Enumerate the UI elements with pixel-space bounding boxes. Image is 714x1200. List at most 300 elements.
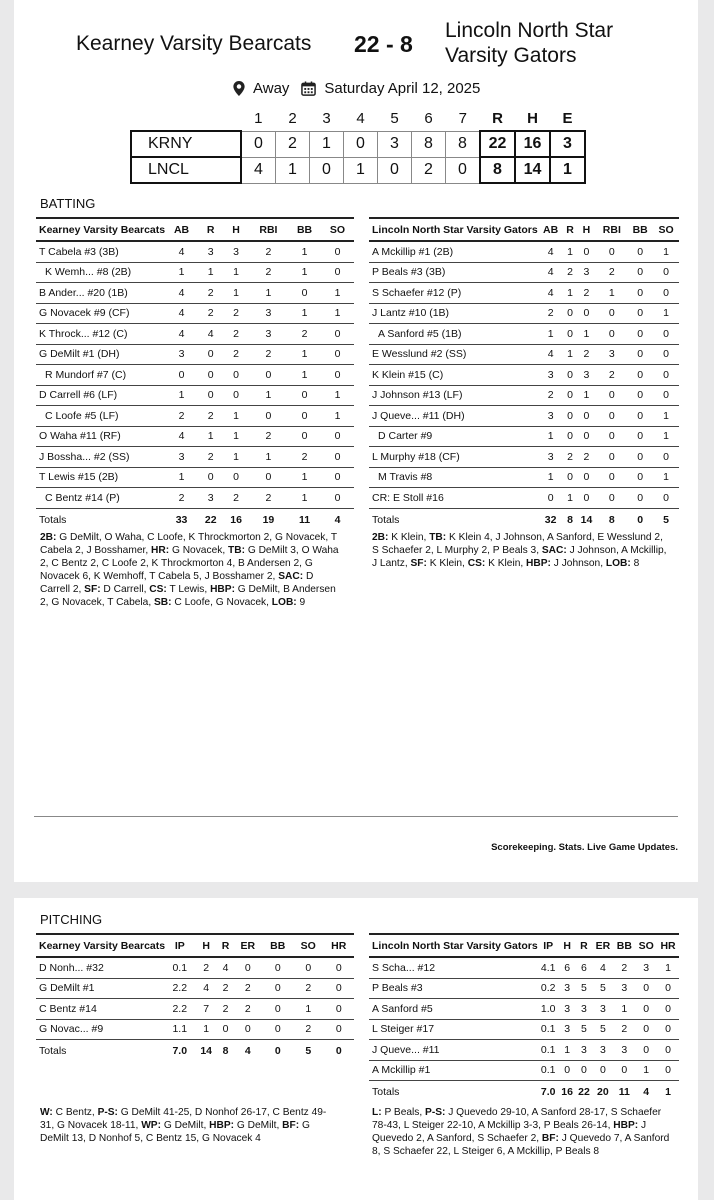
- stat-cell: 0: [198, 344, 223, 365]
- stat-cell: 1: [249, 447, 288, 468]
- stat-column-header: H: [223, 218, 248, 241]
- total-cell: 0: [335, 1045, 342, 1057]
- stat-cell: 0: [263, 957, 293, 978]
- player-row: [36, 344, 354, 365]
- player-row: [369, 957, 679, 978]
- linescore-e: 1: [550, 157, 585, 183]
- total-cell: 7.0: [172, 1045, 188, 1057]
- stat-column-header: IP: [538, 934, 559, 957]
- stat-cell: 1: [564, 344, 577, 365]
- stat-cell: 0: [249, 406, 288, 427]
- player-name: B Ander... #20 (1B): [36, 283, 165, 304]
- stat-column-header: RBI: [249, 218, 288, 241]
- stat-cell: 0: [165, 365, 198, 386]
- player-row: [36, 447, 354, 468]
- note-key: SF:: [410, 558, 427, 569]
- total-cell: 0: [274, 1045, 281, 1057]
- player-name: G Novacek #9 (CF): [36, 303, 165, 324]
- game-header: [14, 20, 698, 70]
- stat-cell: 0: [233, 957, 262, 978]
- stat-cell: 0: [564, 385, 577, 406]
- stat-cell: 0: [323, 978, 354, 999]
- stat-cell: 0: [657, 1019, 679, 1040]
- stat-cell: 4: [538, 344, 564, 365]
- totals-row: [369, 508, 679, 531]
- note-key: HBP:: [209, 1120, 235, 1131]
- total-cell: 5: [663, 513, 669, 526]
- stat-cell: 1: [653, 426, 679, 447]
- stat-cell: 0: [249, 365, 288, 386]
- stat-cell: 1: [538, 324, 564, 345]
- stat-cell: 0: [577, 467, 597, 488]
- player-name: J Johnson #13 (LF): [369, 385, 538, 406]
- linescore-col-header: 1: [254, 109, 263, 127]
- stat-cell: 0: [564, 365, 577, 386]
- stat-cell: 2.2: [165, 978, 194, 999]
- stat-cell: 2: [249, 262, 288, 283]
- player-name: M Travis #8: [369, 467, 538, 488]
- player-row: [369, 262, 679, 283]
- note-key: L:: [372, 1107, 382, 1118]
- stat-cell: 3: [165, 447, 198, 468]
- total-cell: 4: [244, 1045, 251, 1057]
- linescore-col-header: 5: [390, 109, 399, 127]
- totals-label: Totals: [39, 513, 67, 526]
- note-value: P Beals,: [381, 1107, 426, 1118]
- stat-cell: 1: [635, 1060, 657, 1081]
- stat-cell: 0: [627, 324, 653, 345]
- player-row: [369, 365, 679, 386]
- stat-cell: 2: [223, 303, 248, 324]
- location-label: Away: [253, 80, 290, 97]
- away-pitching-notes: [372, 1106, 672, 1158]
- calendar-icon: [301, 81, 316, 96]
- stat-cell: 0: [627, 262, 653, 283]
- stat-cell: 2: [249, 488, 288, 509]
- stat-cell: 0: [223, 365, 248, 386]
- stat-cell: 3: [198, 241, 223, 262]
- note-key: WP:: [141, 1120, 161, 1131]
- pitching-page: [14, 898, 698, 1200]
- inning-runs: 0: [241, 131, 276, 157]
- stat-cell: 1: [288, 467, 321, 488]
- player-row: [369, 283, 679, 304]
- note-value: G DeMilt,: [234, 1120, 283, 1131]
- stat-column-header: HR: [323, 934, 354, 957]
- player-row: [36, 365, 354, 386]
- stat-cell: 1: [223, 426, 248, 447]
- linescore-header-row: [131, 106, 585, 131]
- linescore-col-header: 7: [458, 109, 467, 127]
- player-row: [369, 467, 679, 488]
- stat-cell: 2.2: [165, 999, 194, 1020]
- stat-cell: 0: [635, 999, 657, 1020]
- totals-row: [369, 1081, 679, 1104]
- inning-runs: 1: [310, 131, 344, 157]
- stat-cell: 0: [321, 467, 354, 488]
- stat-cell: 0.1: [165, 957, 194, 978]
- note-value: C Bentz,: [52, 1107, 98, 1118]
- stat-cell: 0: [288, 385, 321, 406]
- stat-cell: 3: [559, 978, 576, 999]
- note-key: W:: [40, 1107, 53, 1118]
- player-name: G DeMilt #1 (DH): [36, 344, 165, 365]
- stat-cell: 0: [596, 385, 627, 406]
- stat-cell: 2: [613, 957, 635, 978]
- note-value: D Carrell 2,: [40, 571, 314, 595]
- stat-cell: 1.0: [538, 999, 559, 1020]
- totals-label: Totals: [372, 513, 400, 526]
- player-name: O Waha #11 (RF): [36, 426, 165, 447]
- player-name: T Lewis #15 (2B): [36, 467, 165, 488]
- note-value: 9: [296, 597, 306, 608]
- stat-cell: 2: [194, 957, 217, 978]
- player-row: [369, 241, 679, 262]
- stat-cell: 2: [198, 447, 223, 468]
- linescore-col-header: 3: [322, 109, 331, 127]
- player-row: [36, 999, 354, 1020]
- total-cell: 19: [262, 513, 275, 526]
- note-key: SB:: [154, 597, 172, 608]
- stat-cell: 1: [223, 406, 248, 427]
- stat-column-header: H: [577, 218, 597, 241]
- player-name: S Scha... #12: [369, 957, 538, 978]
- stat-cell: 1: [165, 262, 198, 283]
- inning-runs: 2: [412, 157, 446, 183]
- stat-column-header: H: [559, 934, 576, 957]
- note-value: G DeMilt 3, O Waha 2, C Bentz 2, C Loofe 2, K Throckmorton 4, B Andersen 2, G Novacek 6, K Wemhoff, T Cabela 5, J Bosshamer 2,: [40, 545, 339, 582]
- note-value: T Lewis,: [166, 584, 211, 595]
- stat-cell: 1: [321, 303, 354, 324]
- stat-cell: 0.2: [538, 978, 559, 999]
- player-row: [36, 406, 354, 427]
- stat-cell: 1: [653, 467, 679, 488]
- linescore-col-header: H: [527, 109, 538, 127]
- player-name: C Bentz #14: [36, 999, 165, 1020]
- player-name: T Cabela #3 (3B): [36, 241, 165, 262]
- note-value: 8: [630, 558, 640, 569]
- home-team-name: Kearney Varsity Bearcats: [76, 32, 312, 55]
- note-value: J Quevedo 2, A Sanford, S Schaefer 2,: [372, 1120, 647, 1144]
- stat-cell: 0: [627, 467, 653, 488]
- final-score: 22 - 8: [354, 31, 413, 57]
- player-row: [36, 957, 354, 978]
- stat-cell: 1: [288, 241, 321, 262]
- stat-cell: 1: [559, 1040, 576, 1061]
- stat-cell: 0: [653, 344, 679, 365]
- stat-cell: 1: [538, 426, 564, 447]
- stat-cell: 2: [577, 447, 597, 468]
- player-name: G DeMilt #1: [36, 978, 165, 999]
- stat-cell: 0: [564, 324, 577, 345]
- stat-cell: 2: [198, 283, 223, 304]
- stat-cell: 0: [576, 1060, 593, 1081]
- batting-section-title: BATTING: [40, 196, 96, 211]
- stat-cell: 1: [249, 385, 288, 406]
- stat-cell: 3: [596, 344, 627, 365]
- location-pin-icon: [233, 81, 245, 96]
- divider: [34, 816, 678, 817]
- inning-runs: 0: [378, 157, 412, 183]
- stat-cell: 0: [577, 303, 597, 324]
- stat-cell: 0: [592, 1060, 613, 1081]
- total-cell: 16: [561, 1086, 573, 1098]
- player-name: C Loofe #5 (LF): [36, 406, 165, 427]
- player-row: [369, 385, 679, 406]
- stat-cell: 1: [223, 283, 248, 304]
- player-row: [369, 999, 679, 1020]
- stat-cell: 0: [627, 385, 653, 406]
- stat-cell: 1: [165, 385, 198, 406]
- note-value: G DeMilt 13, D Nonhof 5, C Bentz 15, G Novacek 4: [40, 1120, 310, 1144]
- stat-cell: 2: [249, 241, 288, 262]
- stat-cell: 1: [288, 488, 321, 509]
- stat-cell: 3: [559, 1019, 576, 1040]
- note-key: BF:: [541, 1133, 559, 1144]
- note-key: SAC:: [278, 571, 304, 582]
- stat-cell: 3: [592, 1040, 613, 1061]
- stat-cell: 1: [564, 241, 577, 262]
- stat-cell: 4: [165, 241, 198, 262]
- player-row: [369, 303, 679, 324]
- stat-cell: 0: [653, 447, 679, 468]
- stat-cell: 4: [198, 324, 223, 345]
- stat-cell: 5: [592, 1019, 613, 1040]
- stat-cell: 0: [198, 385, 223, 406]
- stat-cell: 0: [577, 488, 597, 509]
- stat-cell: 2: [577, 283, 597, 304]
- player-row: [36, 241, 354, 262]
- total-cell: 7.0: [540, 1086, 556, 1098]
- stat-column-header: RBI: [596, 218, 627, 241]
- stat-cell: 3: [613, 1040, 635, 1061]
- away-batting-table: [369, 217, 679, 531]
- stats-header-row: [369, 934, 679, 957]
- stat-cell: 4.1: [538, 957, 559, 978]
- totals-label: Totals: [39, 1045, 67, 1057]
- total-cell: 8: [567, 513, 573, 526]
- stat-cell: 2: [249, 426, 288, 447]
- note-key: CS:: [467, 558, 486, 569]
- away-batting-notes: [372, 531, 672, 570]
- note-key: LOB:: [605, 558, 631, 569]
- stat-cell: 2: [293, 978, 323, 999]
- stat-cell: 2: [249, 344, 288, 365]
- stat-cell: 0: [596, 447, 627, 468]
- stat-cell: 0: [321, 488, 354, 509]
- totals-row: [36, 1040, 354, 1063]
- player-row: [369, 1060, 679, 1081]
- stat-cell: 1: [288, 344, 321, 365]
- stat-cell: 1: [321, 385, 354, 406]
- home-pitching-notes: [40, 1106, 340, 1145]
- stat-cell: 0: [627, 426, 653, 447]
- player-row: [369, 447, 679, 468]
- linescore-col-header: 6: [424, 109, 433, 127]
- stat-cell: 2: [198, 406, 223, 427]
- note-key: BF:: [282, 1120, 300, 1131]
- stat-cell: 0: [564, 426, 577, 447]
- total-cell: 1: [665, 1086, 671, 1098]
- stat-cell: 3: [635, 957, 657, 978]
- stat-cell: 0: [627, 241, 653, 262]
- stat-cell: 2: [293, 1019, 323, 1040]
- stat-cell: 0: [657, 1060, 679, 1081]
- player-row: [36, 324, 354, 345]
- stat-cell: 2: [223, 344, 248, 365]
- stat-cell: 5: [576, 978, 593, 999]
- tagline: Scorekeeping. Stats. Live Game Updates.: [491, 842, 678, 853]
- stat-cell: 0: [198, 365, 223, 386]
- stat-column-header: AB: [538, 218, 564, 241]
- player-name: K Wemh... #8 (2B): [36, 262, 165, 283]
- player-row: [36, 303, 354, 324]
- player-row: [36, 426, 354, 447]
- stat-cell: 4: [194, 978, 217, 999]
- stat-cell: 0: [321, 447, 354, 468]
- stat-cell: 3: [592, 999, 613, 1020]
- note-value: G DeMilt, O Waha, C Loofe, K Throckmorton 2, G Novacek, T Cabela 2, J Bosshamer,: [40, 532, 337, 556]
- stat-cell: 2: [613, 1019, 635, 1040]
- stat-cell: 0: [564, 406, 577, 427]
- stat-column-header: R: [576, 934, 593, 957]
- player-name: R Mundorf #7 (C): [36, 365, 165, 386]
- stat-cell: 0: [635, 978, 657, 999]
- note-key: HBP:: [210, 584, 235, 595]
- player-name: D Carter #9: [369, 426, 538, 447]
- stat-cell: 1.1: [165, 1019, 194, 1040]
- stat-column-header: HR: [657, 934, 679, 957]
- stat-cell: 1: [321, 283, 354, 304]
- stat-cell: 3: [576, 1040, 593, 1061]
- stat-column-header: BB: [288, 218, 321, 241]
- stat-cell: 0: [577, 406, 597, 427]
- total-cell: 14: [580, 513, 593, 526]
- stat-cell: 3: [223, 241, 248, 262]
- stat-cell: 0.1: [538, 1019, 559, 1040]
- player-name: J Lantz #10 (1B): [369, 303, 538, 324]
- note-key: P-S:: [97, 1107, 118, 1118]
- note-key: SAC:: [541, 545, 567, 556]
- note-key: HBP:: [613, 1120, 639, 1131]
- total-cell: 33: [175, 513, 188, 526]
- stat-cell: 2: [223, 488, 248, 509]
- stat-cell: 0: [627, 344, 653, 365]
- player-row: [369, 978, 679, 999]
- stat-cell: 0: [323, 999, 354, 1020]
- stat-cell: 0: [596, 467, 627, 488]
- stat-cell: 1: [657, 957, 679, 978]
- stat-cell: 0: [657, 999, 679, 1020]
- total-cell: 4: [643, 1086, 650, 1098]
- linescore-team: LNCL: [131, 157, 241, 183]
- stat-cell: 0: [657, 978, 679, 999]
- stat-cell: 0: [596, 406, 627, 427]
- inning-runs: 2: [276, 131, 310, 157]
- player-name: J Queve... #11: [369, 1040, 538, 1061]
- stat-cell: 0.1: [538, 1060, 559, 1081]
- stat-cell: 1: [198, 262, 223, 283]
- stat-column-header: H: [194, 934, 217, 957]
- stat-cell: 0: [263, 999, 293, 1020]
- stat-cell: 4: [538, 283, 564, 304]
- note-value: J Johnson,: [550, 558, 606, 569]
- stat-cell: 0: [596, 241, 627, 262]
- stat-column-header: SO: [653, 218, 679, 241]
- player-name: A Sanford #5: [369, 999, 538, 1020]
- stat-cell: 0.1: [538, 1040, 559, 1061]
- boxscore-page: [14, 0, 698, 882]
- stat-cell: 0: [288, 426, 321, 447]
- stat-cell: 2: [538, 385, 564, 406]
- player-name: A Mckillip #1: [369, 1060, 538, 1081]
- linescore-team: KRNY: [131, 131, 241, 157]
- linescore-r: 8: [480, 157, 515, 183]
- stat-column-header: R: [218, 934, 233, 957]
- stat-cell: 0: [288, 406, 321, 427]
- stat-cell: 2: [538, 303, 564, 324]
- note-value: J Quevedo 7, A Sanford 8, S Schaefer 22, L Steiger 6, A Mckillip, P Beals 8: [372, 1133, 670, 1157]
- stat-cell: 0: [653, 262, 679, 283]
- stat-cell: 3: [165, 344, 198, 365]
- away-team-line2: Varsity Gators: [445, 44, 577, 67]
- stat-cell: 0: [596, 426, 627, 447]
- stat-cell: 0: [233, 1019, 262, 1040]
- note-key: 2B:: [40, 532, 57, 543]
- stat-cell: 4: [592, 957, 613, 978]
- totals-label: Totals: [372, 1086, 400, 1098]
- note-key: HR:: [151, 545, 170, 556]
- player-name: C Bentz #14 (P): [36, 488, 165, 509]
- stat-cell: 3: [613, 978, 635, 999]
- note-key: TB:: [228, 545, 245, 556]
- player-name: D Carrell #6 (LF): [36, 385, 165, 406]
- stat-cell: 0: [321, 365, 354, 386]
- stat-cell: 0: [627, 447, 653, 468]
- note-value: K Klein,: [426, 558, 468, 569]
- stat-cell: 0: [223, 385, 248, 406]
- total-cell: 20: [597, 1086, 609, 1098]
- player-name: E Wesslund #2 (SS): [369, 344, 538, 365]
- stat-cell: 1: [288, 303, 321, 324]
- player-row: [369, 1019, 679, 1040]
- stat-cell: 0: [321, 241, 354, 262]
- stat-cell: 1: [538, 467, 564, 488]
- stat-cell: 0: [577, 426, 597, 447]
- player-row: [36, 978, 354, 999]
- stats-header-row: [36, 934, 354, 957]
- linescore-r: 22: [480, 131, 515, 157]
- total-cell: 4: [334, 513, 341, 526]
- stat-cell: 2: [564, 447, 577, 468]
- stat-cell: 0: [293, 957, 323, 978]
- stat-cell: 3: [577, 365, 597, 386]
- linescore-e: 3: [550, 131, 585, 157]
- total-cell: 11: [618, 1086, 630, 1098]
- stat-cell: 0: [577, 241, 597, 262]
- total-cell: 0: [637, 513, 644, 526]
- stat-cell: 0: [218, 1019, 233, 1040]
- note-value: C Loofe, G Novacek,: [171, 597, 272, 608]
- player-row: [369, 426, 679, 447]
- stat-cell: 2: [233, 999, 262, 1020]
- player-name: L Murphy #18 (CF): [369, 447, 538, 468]
- stat-cell: 1: [321, 406, 354, 427]
- home-pitching-table: [36, 933, 354, 1062]
- stat-cell: 2: [288, 324, 321, 345]
- stat-cell: 1: [596, 283, 627, 304]
- stat-cell: 0: [627, 406, 653, 427]
